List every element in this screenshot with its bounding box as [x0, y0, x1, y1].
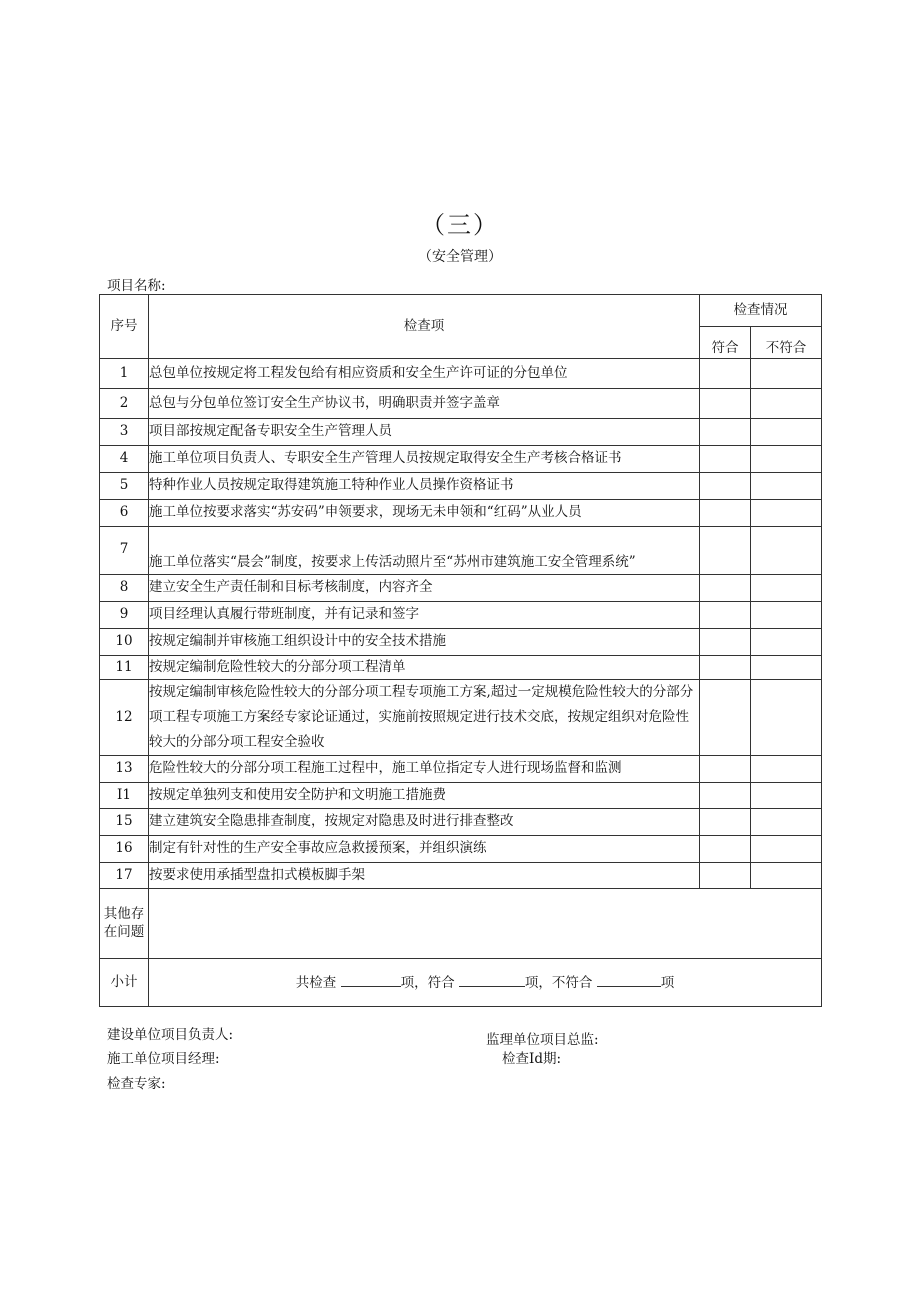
- table-row: [100, 500, 822, 527]
- row-seq: I1: [100, 783, 149, 809]
- row-item-text: 制定有针对性的生产安全事故应急救援预案，并组织演练: [149, 836, 700, 863]
- header-fail: 不符合: [751, 327, 822, 359]
- header-pass: 符合: [700, 327, 751, 359]
- table-row: [100, 680, 822, 756]
- subtotal-label: 小计: [100, 959, 149, 1007]
- pass-cell[interactable]: [700, 836, 751, 863]
- row-seq: 10: [100, 629, 149, 656]
- table-row: [100, 473, 822, 500]
- row-seq: 3: [100, 419, 149, 446]
- fail-cell[interactable]: [751, 602, 822, 629]
- row-item-text: 危险性较大的分部分项工程施工过程中，施工单位指定专人进行现场监督和监测: [149, 756, 700, 783]
- other-issues-label: [100, 889, 149, 959]
- check-date: 检查Id期:: [502, 1051, 562, 1067]
- row-seq: 11: [100, 656, 149, 680]
- fail-cell[interactable]: [751, 575, 822, 602]
- fail-cell[interactable]: [751, 527, 822, 575]
- fail-cell[interactable]: [751, 359, 822, 389]
- other-issues-label-line1: 其他存: [103, 905, 145, 922]
- table-row: [100, 527, 822, 575]
- supervisor-signature: 监理单位项目总监:: [486, 1032, 599, 1048]
- pass-cell[interactable]: [700, 809, 751, 836]
- project-name-label: 项目名称:: [107, 278, 166, 294]
- row-item-text: 按规定编制并审核施工组织设计中的安全技术措施: [149, 629, 700, 656]
- pass-cell[interactable]: [700, 680, 751, 756]
- contractor-manager-signature: 施工单位项目经理:: [107, 1051, 220, 1067]
- row-seq: 5: [100, 473, 149, 500]
- pass-cell[interactable]: [700, 446, 751, 473]
- row-item-text: 特种作业人员按规定取得建筑施工特种作业人员操作资格证书: [149, 473, 700, 500]
- row-seq: 16: [100, 836, 149, 863]
- owner-lead-signature: 建设单位项目负责人:: [107, 1027, 234, 1043]
- row-seq: 12: [100, 680, 149, 756]
- table-row: [100, 389, 822, 419]
- row-item-text: 按要求使用承插型盘扣式模板脚手架: [149, 863, 700, 889]
- row-seq: 13: [100, 756, 149, 783]
- row-item-text: 施工单位按要求落实“苏安码”申领要求，现场无未申领和“红码”从业人员: [149, 500, 700, 527]
- total-count-blank[interactable]: [341, 972, 401, 987]
- row-item-text: 按规定编制审核危险性较大的分部分项工程专项施工方案,超过一定规模危险性较大的分部分项工程专项施工方案经专家论证通过，实施前按照规定进行技术交底，按规定组织对危险性较大的分部分项工程安全验收: [149, 680, 700, 756]
- pass-cell[interactable]: [700, 629, 751, 656]
- safety-inspection-table: [99, 294, 822, 1007]
- row-seq: 9: [100, 602, 149, 629]
- row-item-text: 按规定编制危险性较大的分部分项工程清单: [149, 656, 700, 680]
- table-row: [100, 575, 822, 602]
- fail-cell[interactable]: [751, 389, 822, 419]
- summary-prefix: 共检查: [295, 975, 337, 992]
- row-seq: 2: [100, 389, 149, 419]
- row-seq: 7: [100, 527, 149, 575]
- row-seq: 6: [100, 500, 149, 527]
- pass-cell[interactable]: [700, 500, 751, 527]
- fail-cell[interactable]: [751, 756, 822, 783]
- table-row: [100, 783, 822, 809]
- pass-cell[interactable]: [700, 419, 751, 446]
- row-item-text: 总包与分包单位签订安全生产协议书，明确职责并签字盖章: [149, 389, 700, 419]
- row-item-text: 按规定单独列支和使用安全防护和文明施工措施费: [149, 783, 700, 809]
- fail-cell[interactable]: [751, 446, 822, 473]
- table-row: [100, 359, 822, 389]
- page-subtitle: （安全管理）: [418, 249, 502, 265]
- pass-cell[interactable]: [700, 602, 751, 629]
- summary-unit-3: 项: [660, 975, 675, 992]
- table-row: [100, 602, 822, 629]
- page-title: （三）: [421, 211, 499, 239]
- row-seq: 8: [100, 575, 149, 602]
- row-item-text: 总包单位按规定将工程发包给有相应资质和安全生产许可证的分包单位: [149, 359, 700, 389]
- fail-cell[interactable]: [751, 680, 822, 756]
- table-row: [100, 419, 822, 446]
- row-item-text: 建立建筑安全隐患排查制度，按规定对隐患及时进行排查整改: [149, 809, 700, 836]
- fail-cell[interactable]: [751, 836, 822, 863]
- pass-cell[interactable]: [700, 359, 751, 389]
- fail-cell[interactable]: [751, 500, 822, 527]
- row-item-text: 施工单位落实“晨会”制度，按要求上传活动照片至“苏州市建筑施工安全管理系统”: [149, 527, 700, 575]
- pass-cell[interactable]: [700, 756, 751, 783]
- summary-cell: [149, 959, 822, 1007]
- table-row: [100, 629, 822, 656]
- table-row: [100, 656, 822, 680]
- fail-cell[interactable]: [751, 419, 822, 446]
- summary-unit-1: 项，符合: [400, 975, 455, 992]
- pass-cell[interactable]: [700, 527, 751, 575]
- fail-count-blank[interactable]: [597, 972, 661, 987]
- row-item-text: 项目部按规定配备专职安全生产管理人员: [149, 419, 700, 446]
- table-row: [100, 809, 822, 836]
- row-seq: 15: [100, 809, 149, 836]
- fail-cell[interactable]: [751, 629, 822, 656]
- pass-cell[interactable]: [700, 575, 751, 602]
- row-item-text: 施工单位项目负责人、专职安全生产管理人员按规定取得安全生产考核合格证书: [149, 446, 700, 473]
- subtotal-row: [100, 959, 822, 1007]
- table-row: [100, 756, 822, 783]
- header-seq: 序号: [100, 295, 149, 359]
- pass-cell[interactable]: [700, 389, 751, 419]
- other-issues-field[interactable]: [149, 889, 822, 959]
- other-issues-row: [100, 889, 822, 959]
- table-row: [100, 446, 822, 473]
- fail-cell[interactable]: [751, 473, 822, 500]
- fail-cell[interactable]: [751, 656, 822, 680]
- expert-signature: 检查专家:: [107, 1076, 166, 1092]
- summary-unit-2: 项，不符合: [524, 975, 593, 992]
- table-row: [100, 836, 822, 863]
- pass-cell[interactable]: [700, 473, 751, 500]
- table-row: [100, 863, 822, 889]
- fail-cell[interactable]: [751, 809, 822, 836]
- fail-cell[interactable]: [751, 863, 822, 889]
- row-seq: 17: [100, 863, 149, 889]
- other-issues-label-line2: 在问题: [103, 923, 145, 940]
- fail-cell[interactable]: [751, 783, 822, 809]
- pass-count-blank[interactable]: [459, 972, 525, 987]
- row-seq: 4: [100, 446, 149, 473]
- row-item-text: 项目经理认真履行带班制度，并有记录和签字: [149, 602, 700, 629]
- pass-cell[interactable]: [700, 656, 751, 680]
- header-item: 检查项: [149, 295, 700, 359]
- row-item-text: 建立安全生产责任制和目标考核制度，内容齐全: [149, 575, 700, 602]
- header-status: 检查情况: [700, 295, 822, 327]
- pass-cell[interactable]: [700, 783, 751, 809]
- pass-cell[interactable]: [700, 863, 751, 889]
- row-seq: 1: [100, 359, 149, 389]
